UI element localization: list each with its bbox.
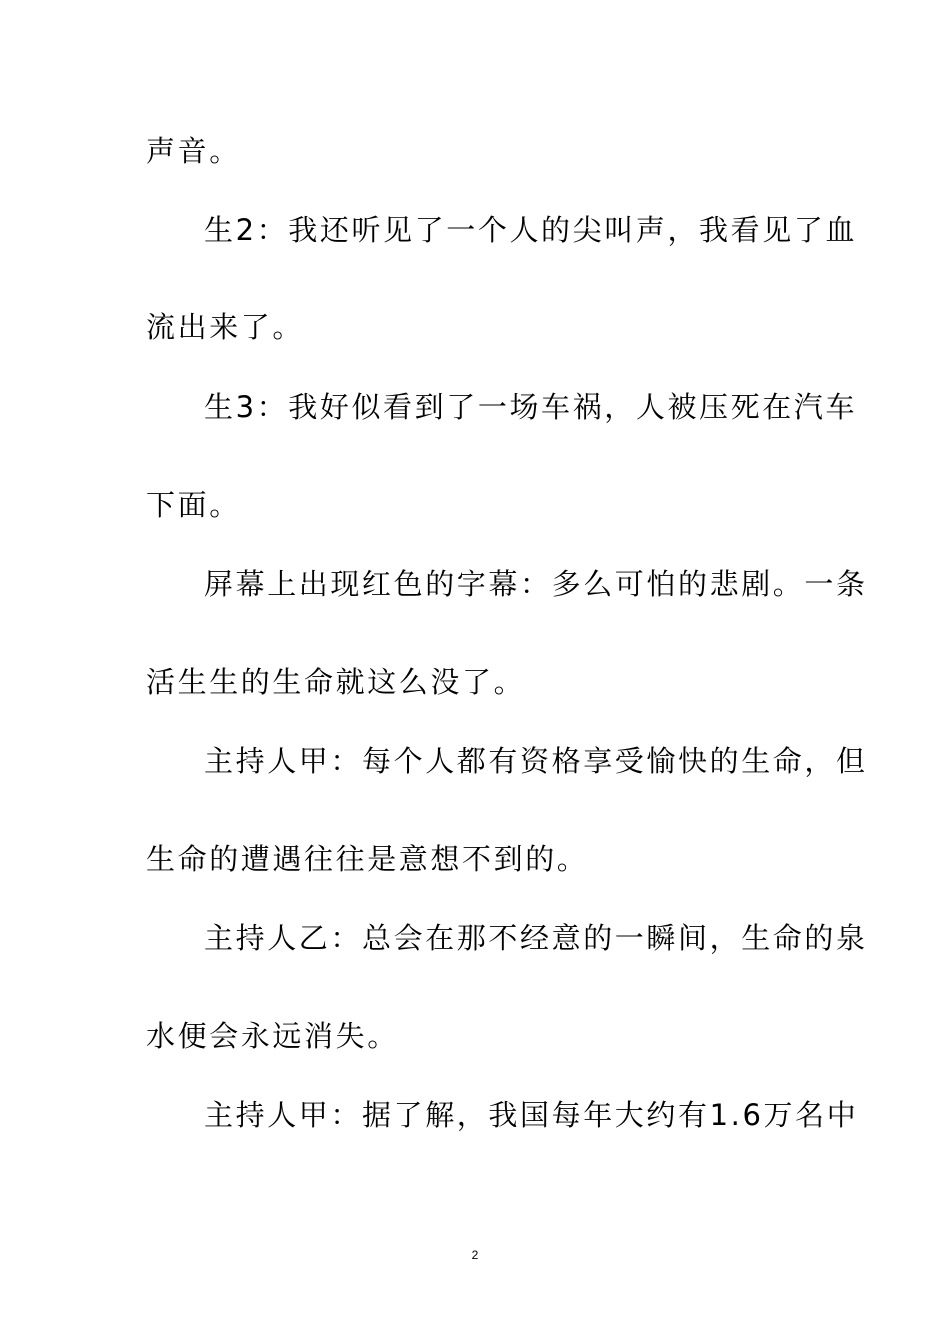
page-number: 2 — [471, 1248, 479, 1262]
text-line-8: 主持人甲：每个人都有资格享受愉快的生命，但 — [204, 744, 868, 778]
text-line-7: 活生生的生命就这么没了。 — [146, 665, 526, 699]
text-line-10: 主持人乙：总会在那不经意的一瞬间，生命的泉 — [204, 921, 868, 955]
text-line-9: 生命的遭遇往往是意想不到的。 — [146, 842, 589, 876]
text-line-12: 主持人甲：据了解，我国每年大约有1.6万名中 — [204, 1098, 859, 1132]
text-line-1: 声音。 — [146, 134, 241, 168]
text-line-6: 屏幕上出现红色的字幕：多么可怕的悲剧。一条 — [204, 567, 868, 601]
text-line-2: 生2：我还听见了一个人的尖叫声，我看见了血 — [204, 213, 858, 247]
text-line-3: 流出来了。 — [146, 310, 305, 344]
text-line-11: 水便会永远消失。 — [146, 1019, 399, 1053]
text-line-5: 下面。 — [146, 488, 241, 522]
text-line-4: 生3：我好似看到了一场车祸，人被压死在汽车 — [204, 390, 858, 424]
